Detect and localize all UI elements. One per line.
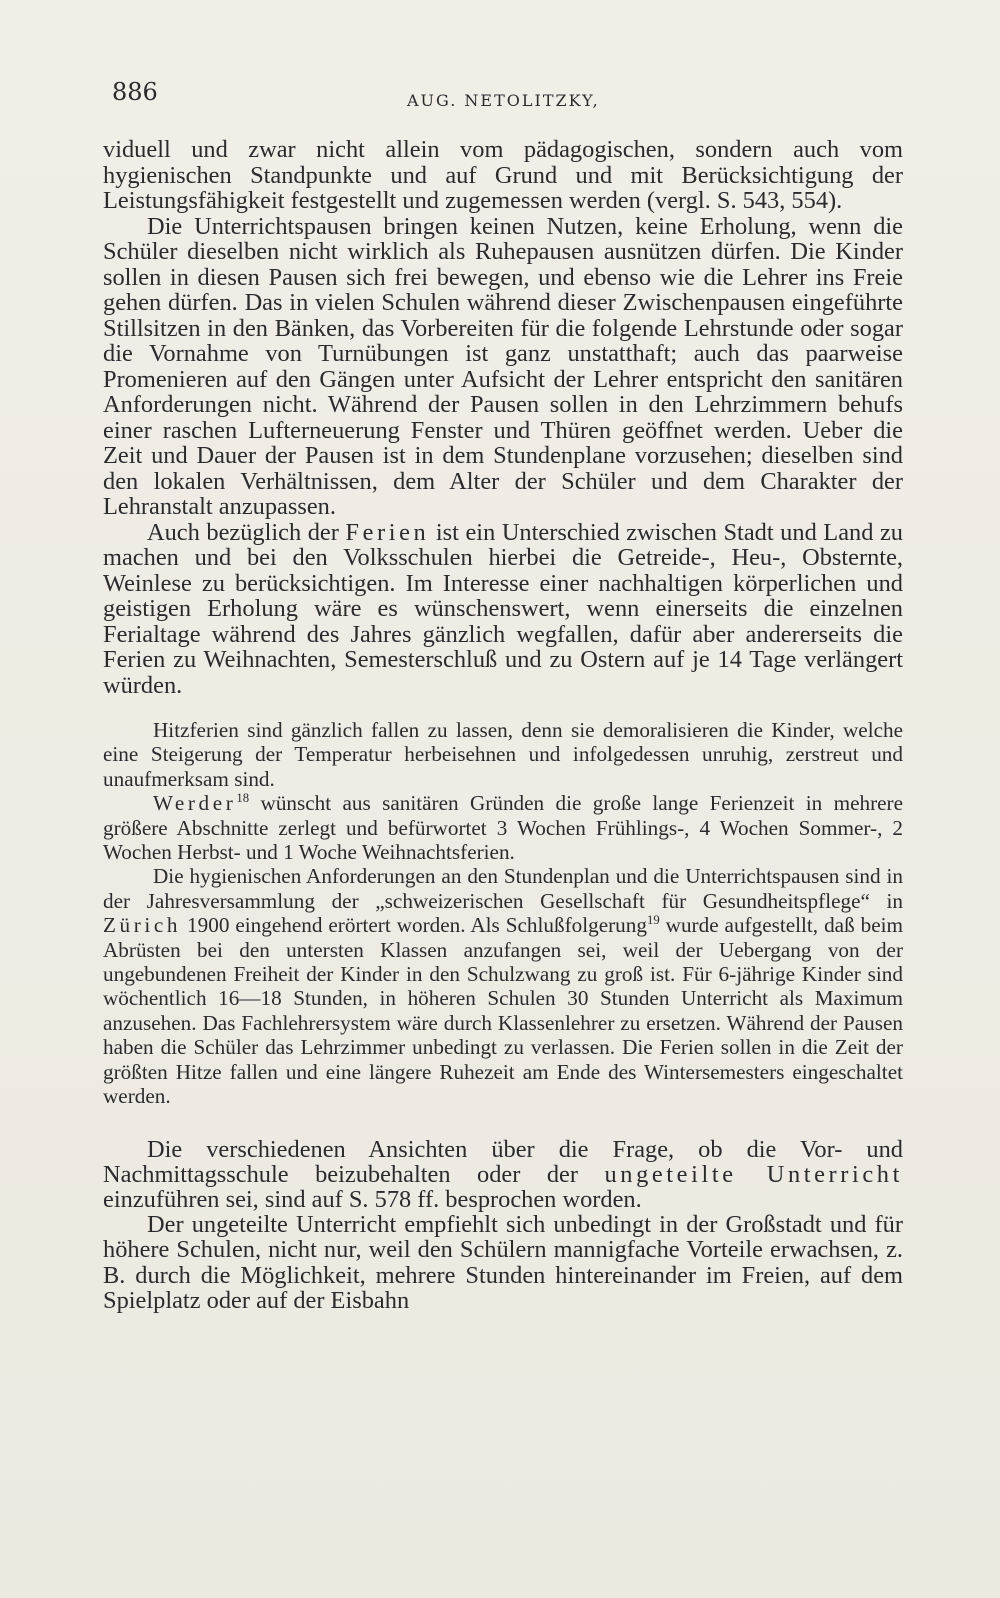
- paragraph: Die Unterrichtspausen bringen keinen Nutzen, keine Erholung, wenn die Schüler dieselben nicht wirklich als Ruhepausen ausnützen dürfen. Die Kinder sollen in diesen Pausen sich frei bewegen, und ebenso wie die Lehrer ins Freie gehen dürfen. Das in vielen Schulen während dieser Zwischenpausen eingeführte Stillsitzen in den Bänken, das Vorbereiten für die folgende Lehrstunde oder sogar die Vornahme von Turnübungen ist ganz unstatthaft; auch das paarweise Promenieren auf den Gängen unter Aufsicht der Lehrer entspricht den sanitären Anforderungen nicht. Während der Pausen sollen in den Lehrzimmern behufs einer raschen Lufterneuerung Fenster und Thüren geöffnet werden. Ueber die Zeit und Dauer der Pausen ist in dem Stundenplane vorzusehen; dieselben sind den lokalen Verhältnissen, dem Alter der Schüler und dem Charakter der Lehranstalt anzupassen.: [103, 212, 903, 520]
- author-name: Werder: [153, 791, 237, 816]
- section-unterricht: [103, 1137, 903, 1313]
- paragraph: [103, 1137, 903, 1213]
- running-head: AUG. NETOLITZKY,: [407, 91, 600, 110]
- footnote-ref: 19: [646, 913, 660, 928]
- text-run: wurde aufgestellt, daß beim Abrüsten bei den untersten Klassen anzufangen sei, weil der Uebergang von der ungebundenen Freiheit der Kinder in den Schulzwang zu groß ist. Für 6-jährige Kinder sind wöchentlich 16—18 Stunden, in höheren Schulen 30 Stunden Unterricht als Maximum anzusehen. Das Fachlehrersystem wäre durch Klassenlehrer zu ersetzen. Während der Pausen haben die Schüler das Lehrzimmer unbedingt zu verlassen. Die Ferien sollen in die Zeit der größten Hitze fallen und eine längere Ruhezeit am Ende des Wintersemesters eingeschaltet werden.: [103, 913, 903, 1109]
- emphasized-term: ungeteilte Unterricht: [604, 1160, 903, 1188]
- section-small-print: [103, 718, 903, 1109]
- paragraph: [103, 520, 903, 699]
- text-run: wünscht aus sanitären Gründen die große lange Ferienzeit in mehrere größere Abschnitte zerlegt und befürwortet 3 Wochen Frühlings-, 4 Wochen Sommer-, 2 Wochen Herbst- und 1 Woche Weihnachtsferien.: [103, 791, 903, 865]
- page-header: [112, 78, 910, 118]
- paragraph: Der ungeteilte Unterricht empfiehlt sich unbedingt in der Großstadt und für höhere Schulen, nicht nur, weil den Schülern mannigfache Vorteile erwachsen, z. B. durch die Möglichkeit, mehrere Stunden hintereinander im Freien, auf dem Spielplatz oder auf der Eisbahn: [103, 1211, 903, 1314]
- body-text: [103, 137, 903, 1313]
- page-number: 886: [112, 78, 158, 106]
- text-run: 1900 eingehend erörtert worden. Als Schlußfolgerung: [181, 913, 647, 938]
- emphasized-term: Ferien: [345, 518, 430, 546]
- text-run: Auch bezüglich der: [147, 518, 346, 546]
- text-run: ist ein Unterschied zwischen Stadt und Land zu machen und bei den Volksschulen hierbei die Getreide-, Heu-, Obsternte, Weinlese zu berücksichtigen. Im Interesse einer nachhaltigen körperlichen und geistigen Erholung wäre es wünschenswert, wenn einerseits die einzelnen Ferialtage während des Jahres gänzlich wegfallen, dafür aber andererseits die Ferien zu Weihnachten, Semesterschluß und zu Ostern auf je 14 Tage verlängert würden.: [103, 518, 903, 699]
- paragraph: viduell und zwar nicht allein vom pädagogischen, sondern auch vom hygienischen Standpunkte und auf Grund und mit Berücksichtigung der Leistungsfähigkeit festgestellt und zugemessen werden (vergl. S. 543, 554).: [103, 136, 903, 214]
- text-run: Die verschiedenen Ansichten über die Frage, ob die Vor- und Nachmittagsschule beizubehalten oder der: [103, 1135, 903, 1188]
- paragraph: [103, 791, 903, 864]
- footnote-ref: 18: [236, 791, 250, 806]
- text-run: einzuführen sei, sind auf S. 578 ff. besprochen worden.: [103, 1185, 642, 1213]
- paragraph: Hitzferien sind gänzlich fallen zu lassen, denn sie demoralisieren die Kinder, welche eine Steigerung der Temperatur herbeisehnen und infolgedessen unruhig, zerstreut und unaufmerksam sind.: [103, 718, 903, 791]
- paragraph: [103, 864, 903, 1108]
- text-run: Die hygienischen Anforderungen an den Stundenplan und die Unterrichtspausen sind in der Jahresversammlung der „schweizerischen Gesellschaft für Gesundheitspflege“ in: [103, 864, 903, 913]
- place-name: Zürich: [103, 913, 182, 938]
- section-pausen: [103, 137, 903, 698]
